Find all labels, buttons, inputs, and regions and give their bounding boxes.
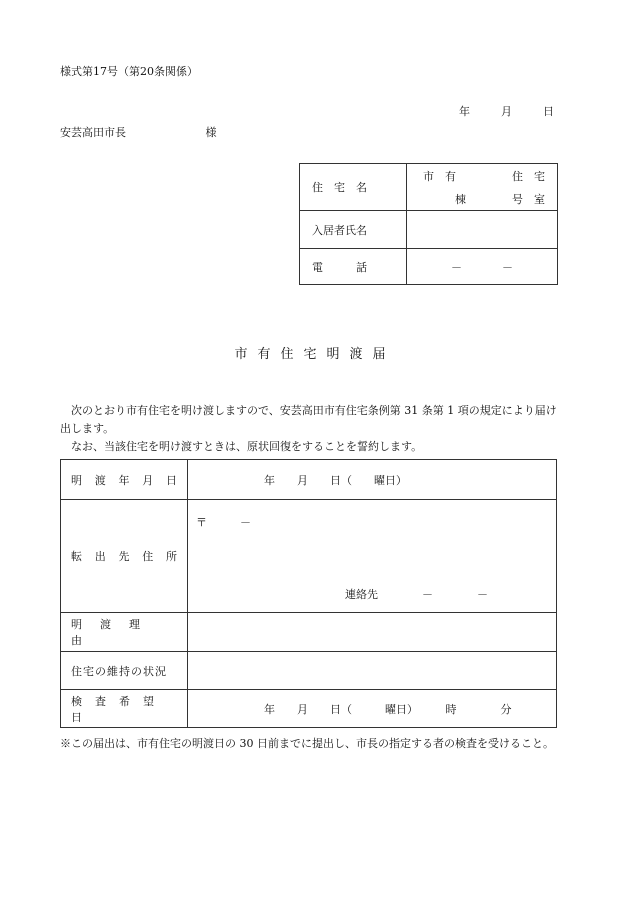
resident-label: 入居者氏名: [300, 211, 407, 249]
date-day: 日: [543, 105, 554, 118]
form-number: 様式第17号（第20条関係）: [60, 65, 198, 78]
resident-value[interactable]: [407, 211, 558, 249]
phone-dash-2: －: [502, 260, 513, 274]
declaration-paragraph-2: なお、当該住宅を明け渡すときは、原状回復をすることを誓約します。: [71, 440, 423, 453]
document-title: 市有住宅明渡届: [234, 347, 396, 362]
housing-prefix: 市 有: [423, 169, 456, 183]
tenant-info-table: [299, 163, 558, 285]
vacate-details-table: [60, 459, 557, 728]
maintenance-status-label: [61, 652, 188, 690]
maintenance-status-value[interactable]: [188, 652, 557, 690]
postal-code: 〒 －: [196, 516, 251, 529]
vacate-date-row: [61, 460, 557, 500]
resident-row: [300, 211, 558, 249]
inspection-date-label: [61, 690, 188, 728]
phone-value[interactable]: [407, 249, 558, 285]
vacate-reason-row: [61, 613, 557, 652]
housing-row: [300, 164, 558, 211]
housing-label: 住 宅 名: [300, 164, 407, 211]
phone-dash-1: －: [451, 260, 462, 274]
vacate-date-value[interactable]: 年 月 日（ 曜日）: [188, 460, 557, 500]
forwarding-address-label-text: 転 出 先 住 所: [71, 550, 177, 563]
submission-date: [459, 103, 554, 119]
addressee-honorific: 様: [205, 126, 217, 139]
date-year: 年: [459, 105, 470, 118]
forwarding-address-row: [61, 500, 557, 613]
forwarding-address-value[interactable]: [188, 500, 557, 613]
maintenance-status-label-text: 住宅の維持の状況: [71, 664, 167, 678]
phone-row: [300, 249, 558, 285]
declaration-paragraph-1: 次のとおり市有住宅を明け渡しますので、安芸高田市有住宅条例第 31 条第 1 項の規定により届け出します。: [60, 404, 557, 435]
housing-suffix: 住 宅: [512, 169, 545, 183]
addressee: [60, 124, 217, 140]
vacate-date-label-text: 明 渡 年 月 日: [71, 473, 177, 487]
vacate-reason-label: [61, 613, 188, 652]
forwarding-address-label: [61, 500, 188, 613]
housing-value[interactable]: [407, 164, 558, 211]
maintenance-status-row: [61, 652, 557, 690]
inspection-date-value[interactable]: 年 月 日（ 曜日） 時 分: [188, 690, 557, 728]
footnote: ※この届出は、市有住宅の明渡日の 30 日前までに提出し、市長の指定する者の検査を受けること。: [60, 737, 554, 750]
vacate-reason-value[interactable]: [188, 613, 557, 652]
housing-ward: 棟: [455, 192, 466, 206]
housing-room: 号 室: [512, 192, 545, 206]
phone-label: 電 話: [300, 249, 407, 285]
addressee-name: 安芸高田市長: [60, 126, 126, 139]
declaration-text: [60, 402, 560, 456]
inspection-date-row: [61, 690, 557, 728]
vacate-date-label: [61, 460, 188, 500]
inspection-date-label-text: 検査希望日: [71, 694, 167, 724]
contact-phone: 連絡先 － －: [345, 588, 488, 601]
vacate-reason-label-text: 明渡理由: [71, 618, 158, 647]
date-month: 月: [501, 105, 512, 118]
